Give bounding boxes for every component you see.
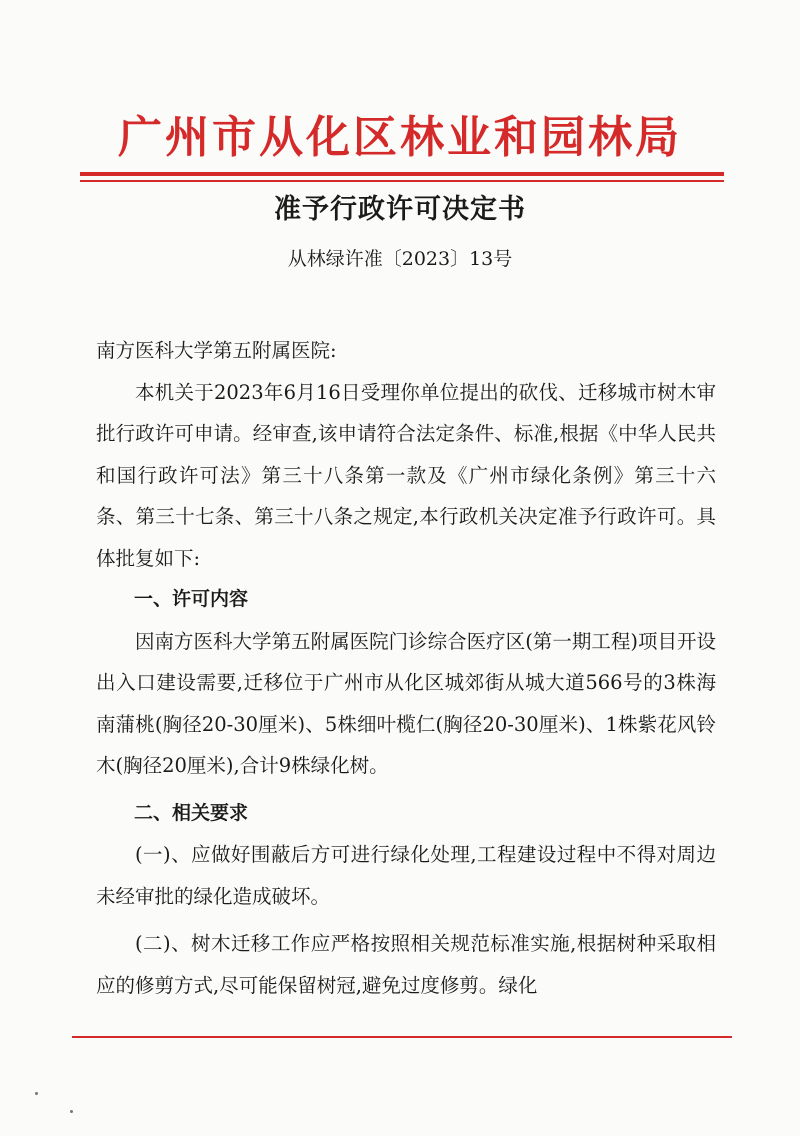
section-1-text: 因南方医科大学第五附属医院门诊综合医疗区(第一期工程)项目开设出入口建设需要,迁移位于广州市从化区城郊街从城大道566号的3株海南蒲桃(胸径20-30厘米)、5株细叶榄仁(胸径20-30厘米)、1株紫花风铃木(胸径20厘米),合计9株绿化树。 [96,629,716,777]
footer-rule [72,1036,732,1038]
document-body [96,330,716,1006]
section-1-heading: 一、许可内容 [134,588,249,610]
header-rule-thin [80,180,724,182]
agency-name: 广州市从化区林业和园林局 [118,112,682,163]
scan-speck [35,1092,38,1095]
intro-paragraph: 本机关于2023年6月16日受理你单位提出的砍伐、迁移城市树木审批行政许可申请。经审查,该申请符合法定条件、标准,根据《中华人民共和国行政许可法》第三十八条第一款及《广州市绿化条例》第三十六条、第三十七条、第三十八条之规定,本行政机关决定准予行政许可。具体批复如下: [96,380,716,570]
document-title: 准予行政许可决定书 [274,194,526,225]
section-2-heading: 二、相关要求 [134,801,249,824]
salutation: 南方医科大学第五附属医院: [96,339,337,362]
scan-speck [70,1110,73,1113]
requirement-1: (一)、应做好围蔽后方可进行绿化处理,工程建设过程中不得对周边未经审批的绿化造成破坏。 [96,843,716,908]
requirement-2: (二)、树木迁移工作应严格按照相关规范标准实施,根据树种采取相应的修剪方式,尽可能保留树冠,避免过度修剪。绿化 [96,932,716,997]
document-number: 从林绿许准〔2023〕13号 [287,248,513,270]
header-rule-thick [80,172,724,176]
